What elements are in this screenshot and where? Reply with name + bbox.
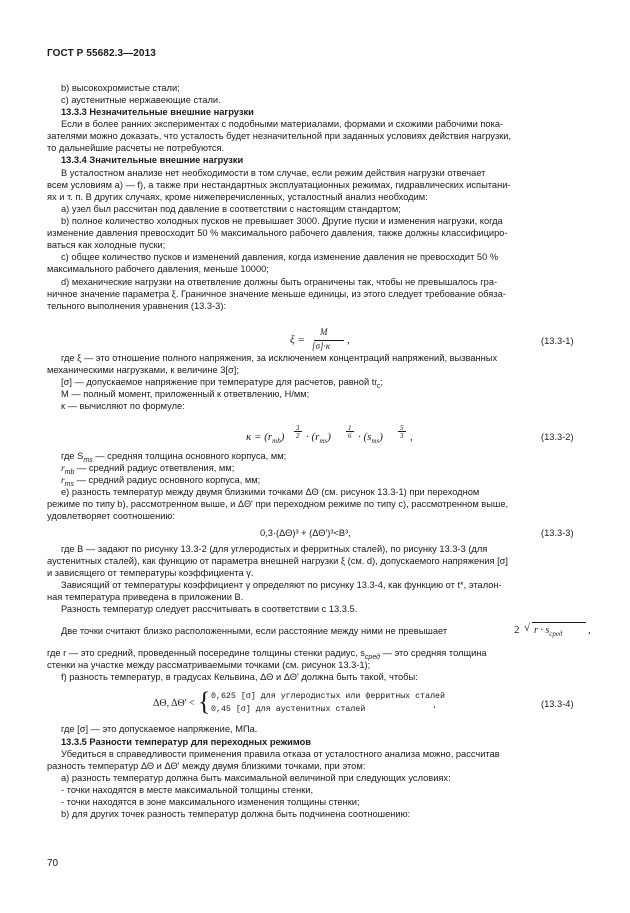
- equation-number: (13.3-2): [541, 432, 574, 442]
- section-heading: 13.3.3 Незначительные внешние нагрузки: [61, 107, 254, 117]
- text-line: [σ] — допускаемое напряжение при температуре для расчетов, равной $tt_c$;: [61, 377, 384, 390]
- equation-number: (13.3-1): [541, 336, 574, 346]
- text-line: то дальнейшие расчеты не потребуются.: [47, 143, 225, 153]
- text-line: максимального рабочего давления, меньше 10000;: [47, 264, 269, 274]
- text-line: где [σ] — это допускаемое напряжение, МПа.: [61, 724, 258, 734]
- text-line: - точки находятся в месте максимальной толщины стенки,: [61, 785, 314, 795]
- page-number: 70: [47, 858, 59, 869]
- text-line: c) общее количество пусков и изменений давления, когда изменение давления не превосходит 50 %: [61, 252, 499, 262]
- text-line: В усталостном анализе нет необходимости в том случае, если режим действия нагрузки отвечает: [61, 168, 486, 178]
- text-line: b) высокохромистые стали;: [61, 83, 180, 93]
- text-line: где B — задают по рисунку 13.3-2 (для углеродистых и ферритных сталей), по рисунку 13.3-3 (для: [61, 544, 488, 554]
- text-line: b) полное количество холодных пусков не превышает 3000. Другие пуски и изменения нагрузки, когда: [61, 216, 503, 226]
- text-line: M — полный момент, приложенный к ответвлению, Н/мм;: [61, 389, 310, 399]
- text-line: d) механические нагрузки на ответвление должны быть ограничены так, чтобы не превышалось гра-: [61, 277, 498, 287]
- text-fragment: [σ] — допускаемое напряжение при температуре для расчетов, равной t: [61, 377, 375, 387]
- text-line: тельного выполнения уравнения (13.3-3):: [47, 301, 227, 311]
- text-line: зателями можно доказать, что усталость будет незначительной при заданных условиях действия нагрузки,: [47, 131, 512, 141]
- equation-row: 0,45 [σ] для аустенитных сталей: [211, 705, 366, 714]
- text-line: a) разность температур должна быть максимальной величиной при следующих условиях:: [61, 773, 451, 783]
- text-line: ная температура приведена в приложении B.: [47, 592, 244, 602]
- document-page: ГОСТ Р 55682.3—2013 b) высокохромистые стали; c) аустенитные нержавеющие стали. 13.3.3 Незначительные внешние нагрузки Если в более ранних экспериментах с подобными материалами, формами и схожими рабочими пока- зателями можно доказать, что усталость будет незначительной при заданных условиях действия нагрузки, то дальнейшие расчеты не потребуются. 13.3.4 Значительные внешние нагрузки В усталостном анализе нет необходимости в том случае, если режим действия нагрузки отвечает всем условиям a) — f), а также при нестандартных эксплуатационных режимах, гидравлических испытани- ях и т. п. В других случаях, кроме нижеперечисленных, усталостный анализ необходим: a) узел был рассчитан под давление в соответствии с настоящим стандартом; b) полное количество холодных пусков не превышает 3000. Другие пуски и изменения нагрузки, когда изменение давления превосходит 50 % максимального рабочего давления, также должны классифициро- ваться как холодные пуски; c) общее количество пусков и изменений давления, когда изменение давления не превосходит 50 % максимального рабочего давления, меньше 10000; d) механические нагрузки на ответвление должны быть ограничены так, чтобы не превышалось гра- ничное значение параметра ξ. Граничное значение меньше единицы, из этого следует требование обяза- тельного выполнения уравнения (13.3-3): ξ = M [σ]·κ , (13.3-1) где ξ — это отношение полного напряжения, за исключением концентраций напряжений, вызванных механическими нагрузками, к величине 3[σ]; [σ] — допускаемое напряжение при температуре для расчетов, равной $tt_c$; M — полный момент, приложенный к ответвлению, Н/мм; к — вычисляют по формуле: $\kappa = (r_{mb})$ 3 2 · $(r_{ms})$ 1 6 · $(s_{ms})$ 5 3 , (13.3-2) где $S_{ms}$ — средняя толщина основного корпуса, мм; $r_{mb}$ — средний радиус ответвления, мм; $r_{ms}$ — средний радиус основного корпуса, мм; e) разность температур между двумя близкими точками ΔΘ (см. рисунок 13.3-1) при переходном режиме по типу b), рассмотренном выше, и ΔΘ' при переходном режиме по типу c), рассмотренном выше, удовлетворяет соотношению: 0,3·(ΔΘ)³ + (ΔΘ')³<B³, (13.3-3) где B — задают по рисунку 13.3-2 (для углеродистых и ферритных сталей), по рисунку 13.3-3 (для аустенитных сталей), как функцию от параметра внешней нагрузки ξ (см. d), допускаемого напряжения [σ] и зависящего от температуры коэффициента γ. Зависящий от температуры коэффициент γ определяют по рисунку 13.3-4, как функцию от t*, эталон- ная температура приведена в приложении B. Разность температур следует рассчитывать в соответствии с 13.3.5. Две точки считают близко расположенными, если расстояние между ними не превышает 2 √ $r \cdot s_{сред}$ , где r — это средний, проведенный посередине толщины стенки радиус, $s_{сред}$ — это средняя толщина стенки на участке между рассматриваемыми точками (см. рисунок 13.3-1); f) разность температур, в градусах Кельвина, ΔΘ и ΔΘ' должна быть такой, чтобы: ΔΘ, ΔΘ' < { 0,625 [σ] для углеродистых или ферритных сталей 0,45 [σ] для аустенитных сталей , (13.3-4) где [σ] — это допускаемое напряжение, МПа. 13.3.5 Разности температур для переходных режимов Убедиться в справедливости применения правила отказа от усталостного анализа можно, рассчитав разность температур ΔΘ и ΔΘ' между двумя близкими точками, при этом: a) разность температур должна быть максимальной величиной при следующих условиях: - точки находятся в месте максимальной толщины стенки, - точки находятся в зоне максимального изменения толщины стенки; b) для других точек разность температур должна быть подчинена соотношению: 70: [47, 48, 591, 869]
- text-line: стенки на участке между рассматриваемыми точками (см. рисунок 13.3-1);: [47, 660, 371, 670]
- text-fragment: — это средняя толщина: [382, 648, 487, 658]
- text-line: где r — это средний, проведенный посередине толщины стенки радиус, $s_{сред}$ — это средняя толщина: [47, 648, 487, 661]
- text-line: ваться как холодные пуски;: [47, 240, 166, 250]
- text-line: аустенитных сталей), как функцию от параметра внешней нагрузки ξ (см. d), допускаемого напряжения [σ]: [47, 556, 508, 566]
- text-line: режиме по типу b), рассмотренном выше, и ΔΘ' при переходном режиме по типу c), рассмотренном выше,: [47, 499, 509, 509]
- text-line: изменение давления превосходит 50 % максимального рабочего давления, также должны классифициро-: [47, 228, 508, 238]
- text-line: f) разность температур, в градусах Кельвина, ΔΘ и ΔΘ' должна быть такой, чтобы:: [61, 672, 418, 682]
- text-fragment: где S: [61, 451, 84, 461]
- text-line: где $S_{ms}$ — средняя толщина основного корпуса, мм;: [61, 451, 287, 464]
- text-fragment: — средний радиус основного корпуса, мм;: [76, 475, 261, 485]
- text-line: удовлетворяет соотношению:: [47, 511, 175, 521]
- equation-row: 0,625 [σ] для углеродистых или ферритных сталей: [211, 692, 446, 701]
- text-line: e) разность температур между двумя близкими точками ΔΘ (см. рисунок 13.3-1) при переходном: [61, 487, 480, 497]
- text-line: и зависящего от температуры коэффициента γ.: [47, 568, 254, 578]
- text-line: к — вычисляют по формуле:: [61, 401, 185, 411]
- text-line: всем условиям a) — f), а также при нестандартных эксплуатационных режимах, гидравлических испытани-: [47, 180, 511, 190]
- text-line: $r_{mb}$ — средний радиус ответвления, мм;: [61, 463, 235, 476]
- equation-number: (13.3-4): [541, 699, 574, 709]
- text-line: разность температур ΔΘ и ΔΘ' между двумя близкими точками, при этом:: [47, 761, 366, 771]
- text-line: a) узел был рассчитан под давление в соответствии с настоящим стандартом;: [61, 204, 401, 214]
- text-line: c) аустенитные нержавеющие стали.: [61, 95, 221, 105]
- text-line: Убедиться в справедливости применения правила отказа от усталостного анализа можно, рассчитав: [61, 749, 500, 759]
- text-line: механическими нагрузками, к величине 3[σ];: [47, 365, 239, 375]
- text-fragment: где r — это средний, проведенный посередине толщины стенки радиус, s: [47, 648, 365, 658]
- text-line: Разность температур следует рассчитывать в соответствии с 13.3.5.: [61, 604, 358, 614]
- text-fragment: — средний радиус ответвления, мм;: [76, 463, 235, 473]
- text-line: Зависящий от температуры коэффициент γ определяют по рисунку 13.3-4, как функцию от t*, эталон-: [61, 580, 502, 590]
- text-line: Если в более ранних экспериментах с подобными материалами, формами и схожими рабочими пока-: [61, 119, 504, 129]
- page-header: ГОСТ Р 55682.3—2013: [47, 48, 156, 59]
- text-line: Две точки считают близко расположенными, если расстояние между ними не превышает: [61, 626, 448, 636]
- text-line: $r_{ms}$ — средний радиус основного корпуса, мм;: [61, 475, 261, 488]
- text-line: b) для других точек разность температур должна быть подчинена соотношению:: [61, 809, 411, 819]
- text-line: где ξ — это отношение полного напряжения, за исключением концентраций напряжений, вызванных: [61, 353, 498, 363]
- text-line: - точки находятся в зоне максимального изменения толщины стенки;: [61, 797, 360, 807]
- text-line: ничное значение параметра ξ. Граничное значение меньше единицы, из этого следует требование обяза-: [47, 289, 506, 299]
- text-line: ях и т. п. В других случаях, кроме нижеперечисленных, усталостный анализ необходим:: [47, 192, 428, 202]
- equation-13-3-4: ΔΘ, ΔΘ' < { 0,625 [σ] для углеродистых или ферритных сталей 0,45 [σ] для аустенитных сталей ,: [153, 687, 446, 716]
- section-heading: 13.3.4 Значительные внешние нагрузки: [61, 155, 244, 165]
- equation-number: (13.3-3): [541, 528, 574, 538]
- equation-13-3-3: 0,3·(ΔΘ)³ + (ΔΘ')³<B³,: [260, 528, 351, 538]
- section-heading: 13.3.5 Разности температур для переходных режимов: [61, 737, 312, 747]
- text-fragment: — средняя толщина основного корпуса, мм;: [95, 451, 287, 461]
